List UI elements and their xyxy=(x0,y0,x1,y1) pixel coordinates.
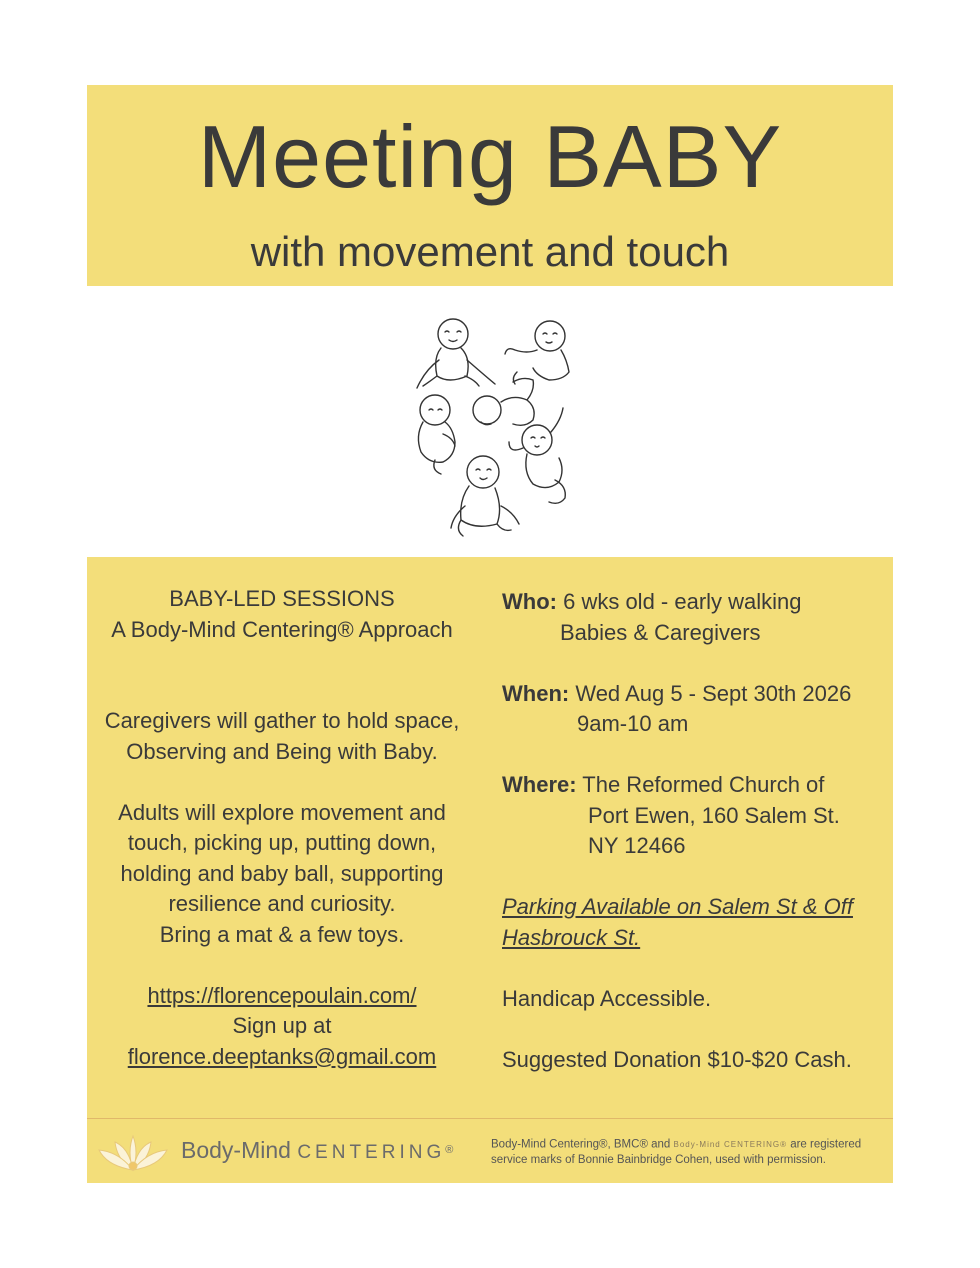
parking-note: Parking Available on Salem St & Off xyxy=(502,894,853,919)
para2-line: resilience and curiosity. xyxy=(168,891,396,916)
who-value: 6 wks old - early walking xyxy=(563,589,802,614)
para2-line: touch, picking up, putting down, xyxy=(127,830,437,855)
sessions-heading: BABY-LED SESSIONS xyxy=(169,586,395,611)
logo-caps: CENTERING xyxy=(297,1142,446,1163)
session-description xyxy=(87,584,477,1072)
footer-divider xyxy=(87,1118,893,1119)
email-link[interactable]: florence.deeptanks@gmail.com xyxy=(127,1043,437,1069)
when-time: 9am-10 am xyxy=(577,711,689,736)
title-banner xyxy=(87,85,893,286)
notice-part: Body-Mind Centering®, BMC® and xyxy=(491,1138,671,1151)
trademark-notice xyxy=(491,1137,891,1168)
para2-line: holding and baby ball, supporting xyxy=(120,860,444,886)
logo-word: Body-Mind xyxy=(181,1137,291,1163)
logo-wordmark xyxy=(181,1136,453,1167)
notice-part: service marks of Bonnie Bainbridge Cohen, used with permission. xyxy=(491,1153,826,1166)
parking-note-2: Hasbrouck St. xyxy=(502,924,641,950)
who-value-2: Babies & Caregivers xyxy=(560,619,761,645)
para1-line: Observing and Being with Baby. xyxy=(126,738,438,764)
website-link[interactable]: https://florencepoulain.com/ xyxy=(147,982,417,1008)
para2-line: Bring a mat & a few toys. xyxy=(159,921,405,947)
approach-line: A Body-Mind Centering® Approach xyxy=(111,616,453,642)
when-label: When: xyxy=(502,680,570,706)
page-title: Meeting BABY xyxy=(197,107,783,206)
where-zip: NY 12466 xyxy=(588,833,686,858)
donation-note: Suggested Donation $10-$20 Cash. xyxy=(502,1046,852,1072)
mini-logo: Body-Mind CENTERING® xyxy=(673,1140,787,1149)
info-panel xyxy=(87,557,893,1183)
event-details xyxy=(502,587,892,1075)
bmc-logo xyxy=(93,1126,473,1174)
accessibility-note: Handicap Accessible. xyxy=(502,985,712,1011)
where-address: Port Ewen, 160 Salem St. xyxy=(588,802,840,828)
babies-illustration xyxy=(405,310,580,545)
notice-part: are registered xyxy=(790,1138,862,1151)
logo-registered: ® xyxy=(445,1144,454,1156)
when-value: Wed Aug 5 - Sept 30th 2026 xyxy=(575,680,852,706)
para2-line: Adults will explore movement and xyxy=(118,799,446,825)
para1-line: Caregivers will gather to hold space, xyxy=(104,708,460,733)
page-subtitle: with movement and touch xyxy=(250,228,730,275)
where-value: The Reformed Church of xyxy=(582,772,825,797)
lotus-icon xyxy=(93,1126,173,1174)
where-label: Where: xyxy=(502,772,577,797)
signup-text: Sign up at xyxy=(232,1013,332,1038)
who-label: Who: xyxy=(502,589,557,614)
